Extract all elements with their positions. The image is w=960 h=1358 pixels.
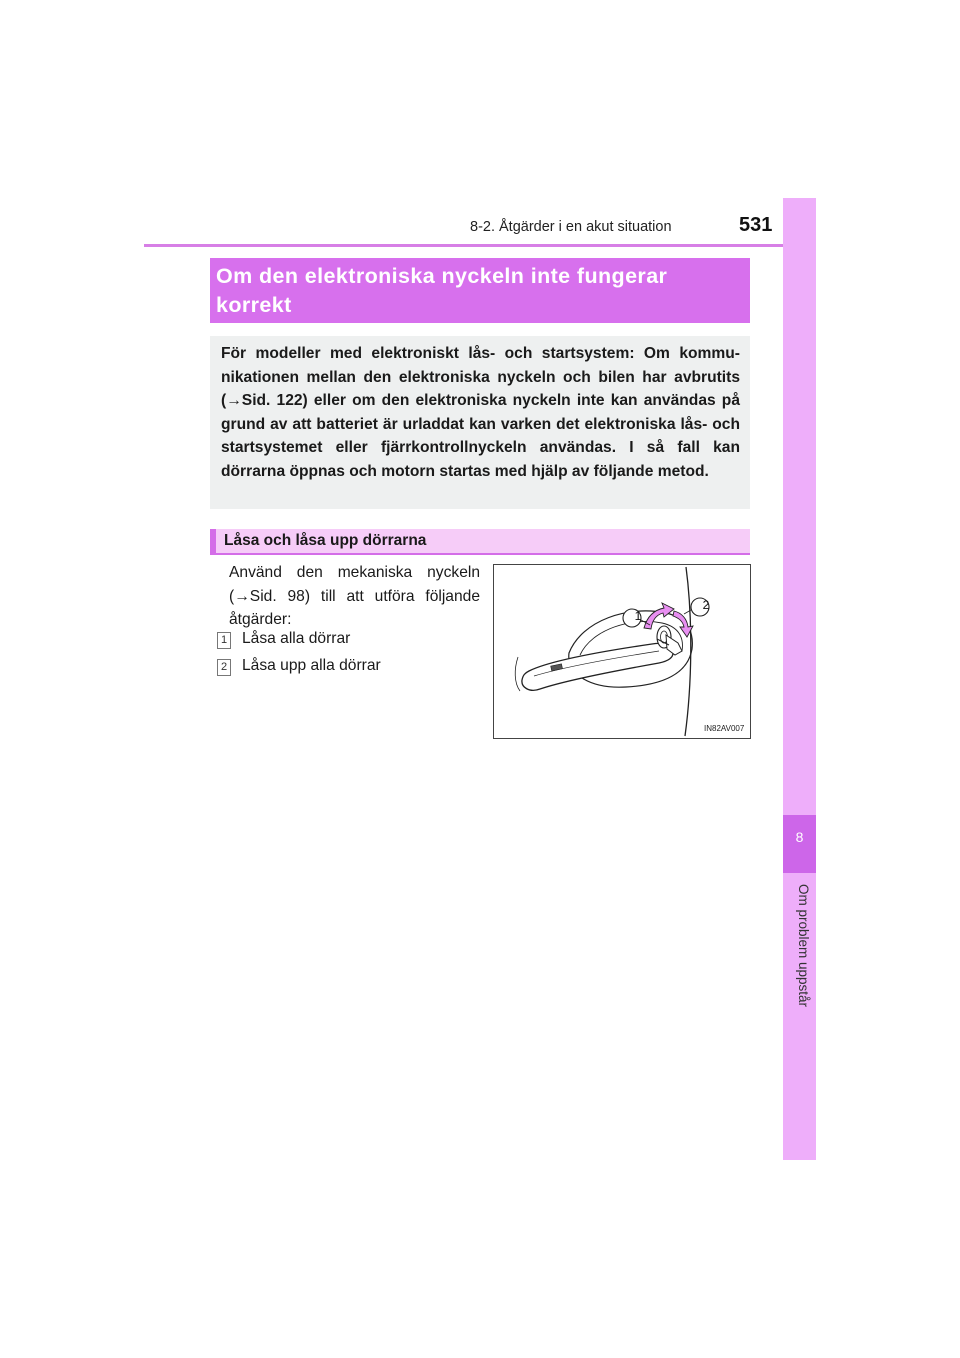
subheading: Låsa och låsa upp dörrarna [224, 532, 427, 549]
step-1-badge: 1 [217, 632, 231, 649]
intro-paragraph: För modeller med elektroniskt lås- och startsystem: Om kommunikationen mellan den elektroniska nyckeln och bilen har avbrutits (→Sid. 122) eller om den elektroniska nyckeln inte kan användas på grund av att batteriet är urladdat kan varken det elektroniska lås- och startsystemet eller fjärrkontrollnyckeln användas. I så fall kan dörrarna öppnas och motorn startas med hjälp av följande metod. [221, 345, 740, 480]
page-title: Om den elektroniska nyckeln inte fungerar korrekt [216, 264, 668, 317]
page-number: 531 [739, 214, 773, 236]
body-paragraph: Använd den mekaniska nyckeln (→Sid. 98) till att utföra följande åtgärder: [229, 564, 480, 629]
door-handle-illustration [494, 565, 750, 738]
door-handle-figure [493, 564, 751, 739]
header-section-title: 8-2. Åtgärder i en akut situation [470, 219, 672, 235]
step-2-badge: 2 [217, 659, 231, 676]
subheading-accent [210, 529, 216, 553]
header-divider [144, 244, 816, 247]
step-1-text: Låsa alla dörrar [242, 630, 351, 647]
chapter-number: 8 [795, 829, 804, 845]
subheading-underline [210, 553, 750, 555]
figure-callout-2-label: 2 [702, 598, 710, 612]
figure-callout-1-label: 1 [634, 609, 642, 623]
step-2-text: Låsa upp alla dörrar [242, 657, 381, 674]
figure-code: IN82AV007 [704, 724, 745, 733]
chapter-title: Om problem uppstår [796, 884, 811, 1008]
